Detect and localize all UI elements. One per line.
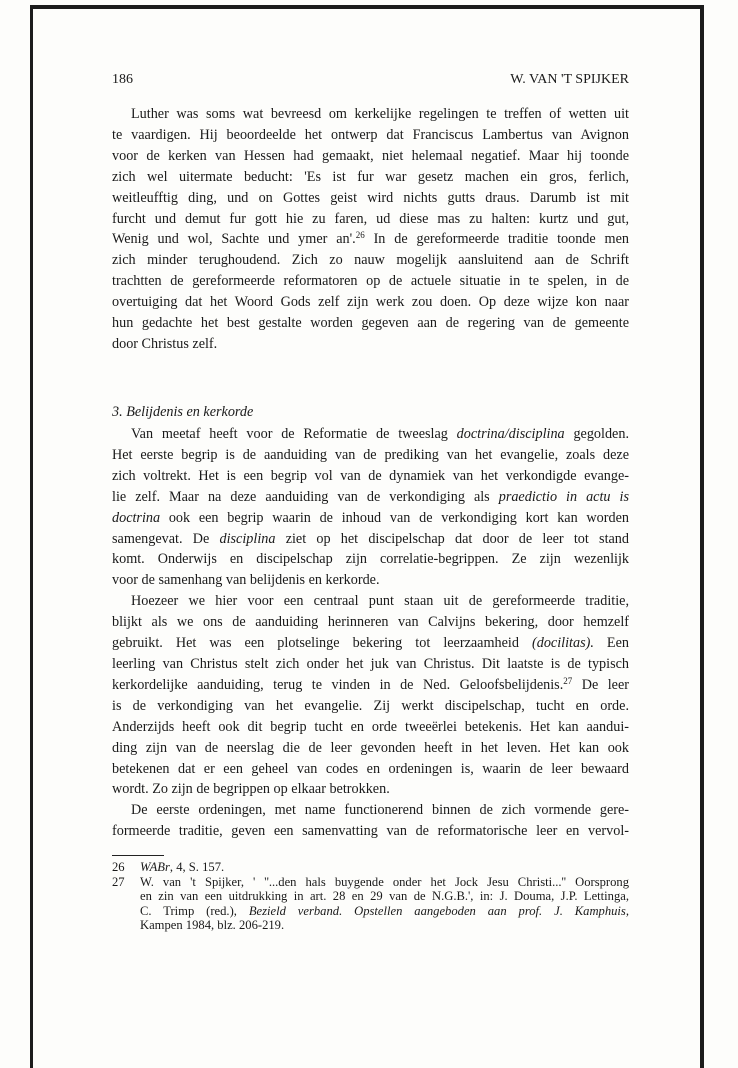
footnote-27 (112, 875, 629, 933)
paragraph-section-body (112, 424, 629, 842)
text-line: Het eerste begrip is de aanduiding van de prediking van het evangelie, zoals deze (112, 446, 629, 463)
text-line: voor de samenhang van belijdenis en kerkorde. (112, 572, 380, 589)
page-number: 186 (112, 72, 133, 87)
text-line: furcht und demut fur gott hie zu faren, ud diese mas zu halten: kurtz und gut, (112, 210, 629, 227)
text-fragment: , 4, S. 157. (169, 860, 225, 874)
text-line: Anderzijds heeft ook dit begrip tucht en orde tweeërlei betekenis. Het kan aandui- (112, 718, 629, 735)
text-line (112, 529, 629, 550)
footnote-line: W. van 't Spijker, ' ''...den hals buygende onder het Jock Jesu Christi...'' Oorsprong (140, 874, 629, 889)
text-line: zich minder terughoudend. Zich zo nauw mogelijk aansluitend aan de Schrift (112, 252, 629, 269)
footnote-line: Kampen 1984, blz. 206-219. (140, 918, 285, 933)
italic-term: WABr (140, 860, 170, 874)
text-line: weitleufftig ding, und on Gottes geist wird nichts gutts draus. Darumb ist mit (112, 189, 629, 206)
italic-term: doctrina/disciplina (456, 426, 565, 442)
footnote-ref-27: 27 (563, 675, 573, 686)
italic-title: Bezield verband. Opstellen aangeboden aan prof. J. Kamphuis, (248, 903, 629, 918)
text-fragment: Wenig und wol, Sachte und ymer an'. (112, 231, 356, 248)
text-fragment: lie zelf. Maar na deze aanduiding van de verkondiging als (112, 488, 499, 505)
running-header (112, 72, 629, 88)
text-line: voor de kerken van Hessen had gemaakt, niet helemaal negatief. Maar hij toonde (112, 147, 629, 164)
text-line: ding zijn van de neerslag die de leer gevonden heeft in het leven. Het kan ook (112, 739, 629, 756)
text-line: overtuiging dat het Woord Gods zelf zijn werk zou doen. Op deze wijze kon naar (112, 294, 629, 311)
text-line: Luther was soms wat bevreesd om kerkelijke regelingen te treffen of wetten uit (131, 106, 629, 122)
footnote-line (140, 904, 629, 919)
text-line: betekenen dat er een geheel van codes en ordeningen is, waarin de leer bewaard (112, 760, 629, 777)
footnotes (112, 860, 629, 933)
text-line (112, 229, 629, 250)
section-heading: 3. Belijdenis en kerkorde (112, 404, 254, 420)
text-fragment: gebruikt. Het was een plotselinge bekering tot leerzaamheid (112, 635, 532, 652)
text-fragment: ook een begrip waarin de inhoud van de verkondiging kort kan worden (160, 509, 629, 526)
text-line: De eerste ordeningen, met name functionerend binnen de zich vormende gere- (131, 802, 629, 819)
text-line: wordt. Zo zijn de begrippen op elkaar betrokken. (112, 781, 390, 798)
text-line: door Christus zelf. (112, 335, 218, 352)
footnote-number: 27 (112, 874, 125, 889)
text-line: hun gedachte het best gestalte worden gegeven aan de regering van de gemeente (112, 315, 629, 332)
text-line: formeerde traditie, geven een samenvatting van de reformatorische leer en vervol- (112, 823, 629, 840)
footnote-number: 26 (112, 860, 125, 874)
text-fragment: gegolden. (564, 426, 629, 442)
text-line: blijkt als we ons de aanduiding herinneren van Calvijns bekering, door hemzelf (112, 614, 629, 631)
text-line (112, 508, 629, 529)
scan-border-top (30, 5, 703, 9)
text-fragment: samengevat. De (112, 530, 220, 547)
italic-term: (docilitas). (532, 635, 594, 652)
text-fragment: De leer (572, 676, 629, 693)
text-line: komt. Onderwijs en discipelschap zijn correlatie-begrippen. Ze zijn wezenlijk (112, 551, 629, 568)
text-line (112, 633, 629, 654)
text-fragment: kerkordelijke aanduiding, terug te vinden in de Ned. Geloofsbelijdenis. (112, 676, 564, 693)
text-line: te vaardigen. Hij beoordeelde het ontwerp dat Franciscus Lambertus van Avignon (112, 126, 629, 143)
footnote-text (140, 875, 629, 933)
text-line (112, 675, 629, 696)
text-fragment: ziet op het discipelschap dat door de leer tot stand (275, 530, 629, 547)
italic-term: praedictio in actu is (498, 488, 629, 505)
text-fragment: C. Trimp (red.), (140, 903, 249, 918)
text-line: zich voltrekt. Het is een begrip vol van de dynamiek van het verkondigde evange- (112, 467, 629, 484)
paragraph-luther (112, 104, 629, 355)
running-head-author: W. VAN 'T SPIJKER (510, 72, 629, 87)
text-line: zich wel uitermate beducht: 'Es ist fur war gesetz machen ein gros, ferlich, (112, 168, 629, 185)
text-fragment: In de gereformeerde traditie toonde men (364, 231, 629, 248)
italic-term: disciplina (219, 530, 276, 547)
text-line: Hoezeer we hier voor een centraal punt staan uit de gereformeerde traditie, (131, 593, 629, 610)
text-line: leerling van Christus stelt zich onder het juk van Christus. Dit laatste is de typisch (112, 655, 629, 672)
italic-term: doctrina (112, 509, 161, 526)
text-fragment: Een (593, 635, 629, 652)
footnote-line: en zin van een uitdrukking in art. 28 en 29 van de N.G.B.', in: J. Douma, J.P. Lettinga, (140, 889, 629, 904)
footnote-text (140, 860, 629, 875)
text-fragment: Van meetaf heeft voor de Reformatie de tweeslag (131, 426, 457, 442)
footnote-rule (112, 855, 164, 856)
footnote-ref-26: 26 (355, 230, 365, 241)
text-line: is de verkondiging van het evangelie. Zij werkt discipelschap, tucht en orde. (112, 697, 629, 714)
text-line (112, 487, 629, 508)
scan-border-right (700, 5, 704, 1068)
text-line: trachtten de gereformeerde reformatoren op de actuele situatie in te spelen, in de (112, 273, 629, 290)
text-line (112, 424, 629, 445)
footnote-26 (112, 860, 629, 875)
scan-border-left (30, 5, 33, 1068)
